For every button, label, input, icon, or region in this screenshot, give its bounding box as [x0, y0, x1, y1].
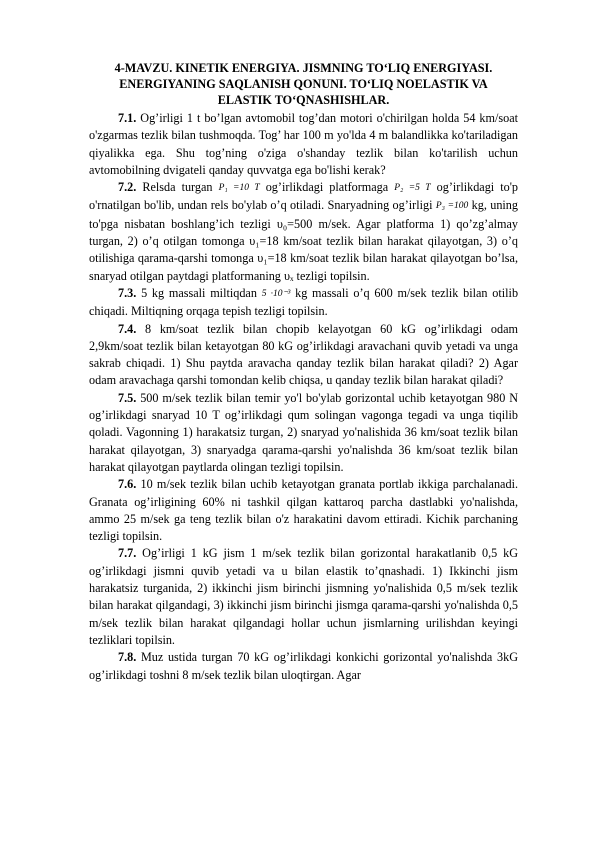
problem-text: Muz ustida turgan 70 kG og’irlikdagi konkichi gorizontal yo'nalishda 3kG og’irlikdagi toshni 8 m/sek tezlik bilan uloqtirgan. Agar: [89, 650, 518, 682]
problem-7-1: [89, 110, 518, 179]
problem-text: kg massali o’q 600 m/sek tezlik bilan otilib chiqadi. Miltiqning orqaga tepish tezligi topilsin.: [89, 285, 519, 319]
formula: 5 ·10⁻³: [261, 288, 291, 299]
title-line-1: 4-MAVZU. KINETIK ENERGIYA. JISMNING TO‘LIQ ENERGIYASI.: [114, 61, 493, 75]
problem-number: 7.2.: [118, 180, 137, 195]
problem-7-7: [89, 545, 518, 649]
problem-number: 7.3.: [118, 285, 137, 300]
title-line-2: ENERGIYANING SAQLANISH QONUNI. TO‘LIQ NOELASTIK VA: [119, 77, 488, 91]
problem-number: 7.6.: [118, 477, 137, 492]
problem-7-2: [89, 179, 518, 285]
problem-7-5: [89, 390, 518, 476]
problem-text: 500 m/sek tezlik bilan temir yo'l bo'ylab gorizontal uchib ketayotgan 980 N og’irlikdagi snaryad 10 T og’irlikdagi qum solingan vagonga tegadi va unga tiqilib qoladi. Vagonning 1) harakatsiz turgan, 2) snaryad yo'nalishida 36 km/soat tezlik bilan harakat qilayotgan, 3) snaryadga qarama-qarshi yo'nalishda 36 km/soat tezlik bilan harakat qilayotgan paytlarda olingan tezligi topilsin.: [89, 390, 518, 474]
formula: P₁ =10 T: [218, 183, 260, 194]
problem-number: 7.5.: [118, 390, 137, 405]
problem-text: og’irlikdagi to'p o'rnatilgan bo'lib, undan rels bo'ylab o’q otiladi. Snaryadning og’irligi: [89, 180, 519, 213]
problem-text: Og’irligi 1 t bo’lgan avtomobil tog’dan motori o'chirilgan holda 54 km/soat o'zgarmas tezlik bilan tushmoqda. Tog’ har 100 m yo'lda 4 m balandlikka ko'tariladigan qiyalikka ega. Shu tog’ning o'ziga o'shanday tezlik bilan ko'tarilish uchun avtomobilning dvigateli qanday quvvatga ega bo'lishi kerak?: [89, 111, 518, 177]
problem-text: og’irlikdagi platformaga: [265, 180, 389, 195]
problem-7-3: [89, 285, 518, 321]
problem-number: 7.8.: [118, 650, 137, 665]
title-line-3: ELASTIK TO‘QNASHISHLAR.: [217, 93, 390, 107]
problem-7-4: [89, 321, 518, 390]
problem-text: 5 kg massali miltiqdan: [141, 285, 257, 300]
problem-number: 7.4.: [118, 321, 137, 336]
problem-number: 7.1.: [118, 111, 137, 125]
problem-number: 7.7.: [118, 546, 137, 561]
document-page: [89, 60, 518, 684]
problem-text: 8 km/soat tezlik bilan chopib kelayotgan 60 kG og’irlikdagi odam 2,9km/soat tezlik bilan ketayotgan 80 kG og’irlikdagi aravachani quvib yetadi va unga sakrab chiqadi. 1) Shu paytda aravacha qanday tezlik bilan harakat qiladi? 2) Agar odam aravachaga qarshi tomondan kelib chiqsa, u qanday tezlik bilan harakat qiladi?: [89, 321, 519, 388]
problem-text: kg, uning to'pga nisbatan boshlang’ich tezligi υ₀=500 m/sek. Agar platforma 1) qo’zg’almay turgan, 2) o’q otilgan tomonga υ₁=18 km/soat tezlik bilan harakat qilayotgan, 3) o’q otilishiga qarama-qarshi tomonga υ₁=18 km/soat tezlik bilan harakat qilayotgan bo’lsa, snaryad otilgan paytdagi platformaning υₓ tezligi topilsin.: [89, 198, 518, 283]
formula: P₂ =5 T: [394, 183, 431, 194]
page-title: [89, 60, 518, 108]
formula: P₃ =100: [435, 201, 469, 212]
problem-7-6: [89, 476, 518, 545]
problem-text: 10 m/sek tezlik bilan uchib ketayotgan granata portlab ikkiga parchalanadi. Granata og’irligining 60% ni tashkil qilgan kattaroq parcha dastlabki yo'nalishda, ammo 25 m/sek ga teng tezlik bilan o'z harakatini davom ettiradi. Kichik parchaning tezligi topilsin.: [89, 477, 518, 544]
problem-7-8: [89, 649, 518, 684]
problem-text: Og’irligi 1 kG jism 1 m/sek tezlik bilan gorizontal harakatlanib 0,5 kG og’irlikdagi jismni quvib yetadi va u bilan elastik to’qnashadi. 1) Ikkinchi jism harakatsiz turganida, 2) ikkinchi jism birinchi jismning yo'nalishida 0,5 m/sek tezlik bilan harakat qilgandagi, 3) ikkinchi jism birinchi jismga qarama-qarshi yo'nalishda 0,5 m/sek tezlik bilan harakat qilgandagi hollar uchun jismlarning urilishdan keyingi tezliklari topilsin.: [89, 546, 518, 647]
problem-text: Relsda turgan: [142, 180, 213, 195]
